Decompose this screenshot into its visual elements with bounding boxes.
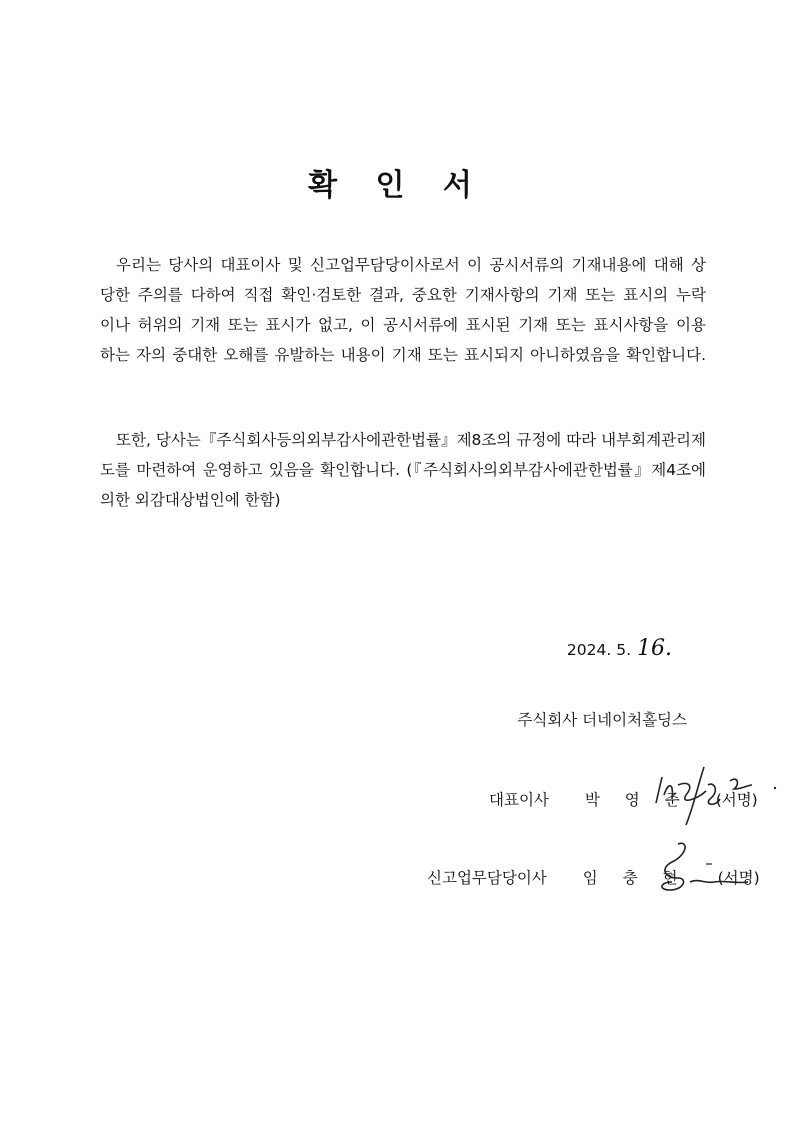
paragraph-line: 우리는 당사의 대표이사 및 신고업무담당이사로서 이 공시서류의 기재내용에 대해 상 <box>116 256 706 274</box>
signature-placeholder: (서명) <box>715 791 758 809</box>
company-name: 주식회사 더네이처홀딩스 <box>517 711 687 729</box>
internal-control-paragraph <box>100 425 706 515</box>
paragraph-line: 또한, 당사는『주식회사등의외부감사에관한법률』제8조의 규정에 따라 내부회계관리제 <box>116 431 706 449</box>
signatory-name: 임 충 현 <box>582 869 688 887</box>
paragraph-line: 의한 외감대상법인에 한함) <box>100 491 281 509</box>
paragraph-line: 하는 자의 중대한 오해를 유발하는 내용이 기재 또는 표시되지 아니하였음을 확인합니다. <box>100 346 706 364</box>
signatory-disclosure-officer <box>427 866 760 888</box>
signature-placeholder: (서명) <box>717 869 760 887</box>
date-handwritten-day: 16. <box>637 636 672 661</box>
signatory-role: 신고업무담당이사 <box>427 869 547 887</box>
date-printed: 2024. 5. <box>566 641 631 659</box>
document-date <box>567 636 672 661</box>
confirmation-paragraph <box>100 250 706 370</box>
paragraph-line: 당한 주의를 다하여 직접 확인·검토한 결과, 중요한 기재사항의 기재 또는 표시의 누락 <box>100 286 706 304</box>
signatory-ceo <box>489 788 758 810</box>
signatory-role: 대표이사 <box>489 791 549 809</box>
document-title: 확 인 서 <box>308 168 486 203</box>
paragraph-line: 이나 허위의 기재 또는 표시가 없고, 이 공시서류에 표시된 기재 또는 표시사항을 이용 <box>100 316 706 334</box>
signatory-name: 박 영 준 <box>584 791 690 809</box>
paragraph-line: 도를 마련하여 운영하고 있음을 확인합니다. (『주식회사의외부감사에관한법률』제4조에 <box>100 461 706 479</box>
